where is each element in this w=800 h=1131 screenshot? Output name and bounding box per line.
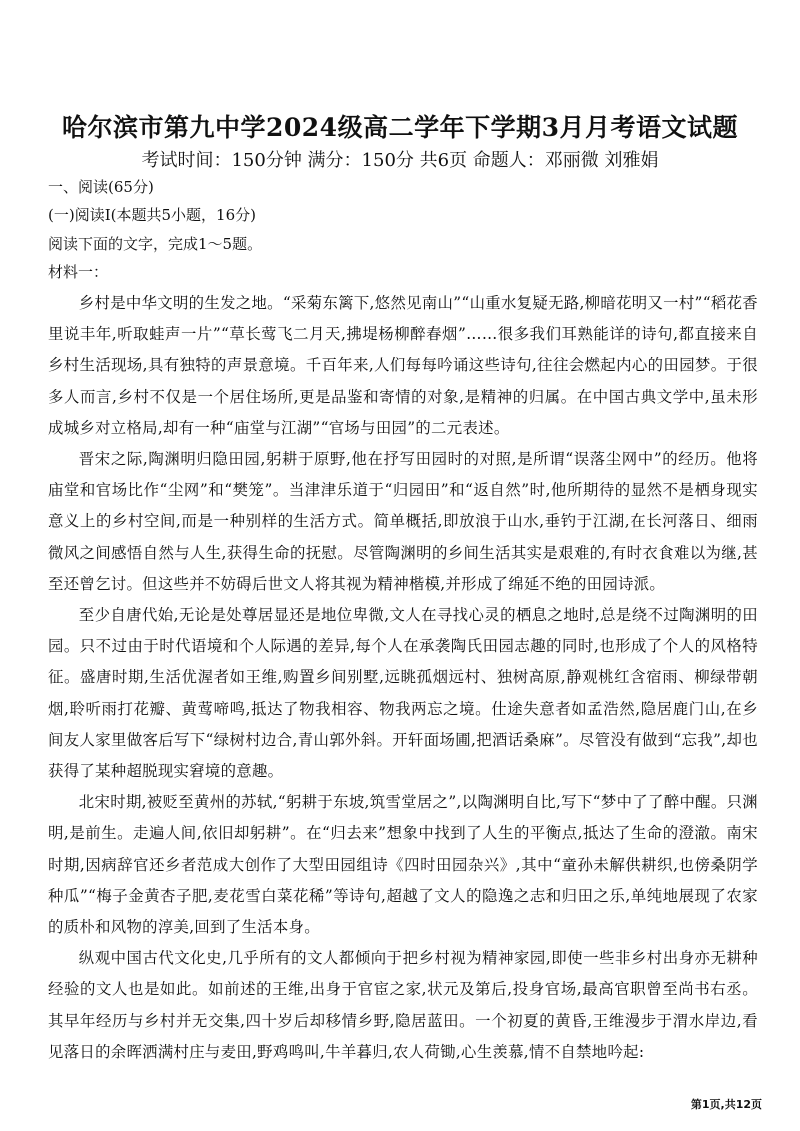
paragraph: 乡村是中华文明的生发之地。“采菊东篱下,悠然见南山”“山重水复疑无路,柳暗花明又一村”“稻花香里说丰年,听取蛙声一片”“草长莺飞二月天,拂堤杨柳醉春烟”……很多我们耳熟能详的诗句,都直接来自乡村生活现场,具有独特的声景意境。千百年来,人们每每吟诵这些诗句,往往会燃起内心的田园梦。于很多人而言,乡村不仅是一个居住场所,更是品鉴和寄情的对象,是精神的归属。在中国古典文学中,虽未形成城乡对立格局,却有一种“庙堂与江湖”“官场与田园”的二元表述。 bbox=[48, 294, 758, 437]
material-label: 材料一： bbox=[48, 263, 109, 281]
paragraph: 晋宋之际,陶渊明归隐田园,躬耕于原野,他在抒写田园时的对照,是所谓“误落尘网中”的经历。他将庙堂和官场比作“尘网”和“樊笼”。当津津乐道于“归园田”和“返自然”时,他所期待的显然不是栖身现实意义上的乡村空间,而是一种别样的生活方式。简单概括,即放浪于山水,垂钓于江湖,在长河落日、细雨微风之间感悟自然与人生,获得生命的抚慰。尽管陶渊明的乡间生活其实是艰难的,有时衣食难以为继,甚至还曾乞讨。但这些并不妨碍后世文人将其视为精神楷模,并形成了绵延不绝的田园诗派。 bbox=[48, 450, 758, 593]
paragraph: 北宋时期,被贬至黄州的苏轼,“躬耕于东坡,筑雪堂居之”,以陶渊明自比,写下“梦中了了醉中醒。只渊明,是前生。走遍人间,依旧却躬耕”。在“归去来”想象中找到了人生的平衡点,抵达了生命的澄澈。南宋时期,因病辞官还乡者范成大创作了大型田园组诗《四时田园杂兴》,其中“童孙未解供耕织,也傍桑阴学种瓜”“梅子金黄杏子肥,麦花雪白菜花稀”等诗句,超越了文人的隐逸之志和归田之乐,单纯地展现了农家的质朴和风物的淳美,回到了生活本身。 bbox=[48, 793, 758, 937]
page-title: 哈尔滨市第九中学2024级高二学年下学期3月月考语文试题 bbox=[62, 113, 738, 142]
page-number: 第1页,共12页 bbox=[690, 1098, 762, 1111]
material-text bbox=[48, 288, 758, 1068]
paragraph: 至少自唐代始,无论是处尊居显还是地位卑微,文人在寻找心灵的栖息之地时,总是绕不过陶渊明的田园。只不过由于时代语境和个人际遇的差异,每个人在承袭陶氏田园志趣的同时,也形成了个人的风格特征。盛唐时期,生活优渥者如王维,购置乡间别墅,远眺孤烟远村、独树高原,静观桃红含宿雨、柳绿带朝烟,聆听雨打花瓣、黄莺啼鸣,抵达了物我相容、物我两忘之境。仕途失意者如孟浩然,隐居鹿门山,在乡间友人家里做客后写下“绿树村边合,青山郭外斜。开轩面场圃,把酒话桑麻”。尽管没有做到“忘我”,却也获得了某种超脱现实窘境的意趣。 bbox=[48, 606, 758, 781]
paragraph: 纵观中国古代文化史,几乎所有的文人都倾向于把乡村视为精神家园,即使一些非乡村出身亦无耕种经验的文人也是如此。如前述的王维,出身于官宦之家,状元及第后,投身官场,最高官职曾至尚书右丞。其早年经历与乡村并无交集,四十岁后却移情乡野,隐居蓝田。一个初夏的黄昏,王维漫步于渭水岸边,看见落日的余晖洒满村庄与麦田,野鸡鸣叫,牛羊暮归,农人荷锄,心生羡慕,情不自禁地吟起: bbox=[48, 949, 758, 1061]
exam-info: 考试时间：150分钟 满分：150分 共6页 命题人：邓丽微 刘雅娟 bbox=[141, 150, 659, 171]
section-heading: 一、阅读(65分) bbox=[48, 178, 154, 196]
sub-section-heading: (一)阅读Ⅰ(本题共5小题，16分) bbox=[48, 206, 256, 224]
reading-instruction: 阅读下面的文字，完成1～5题。 bbox=[48, 235, 263, 253]
